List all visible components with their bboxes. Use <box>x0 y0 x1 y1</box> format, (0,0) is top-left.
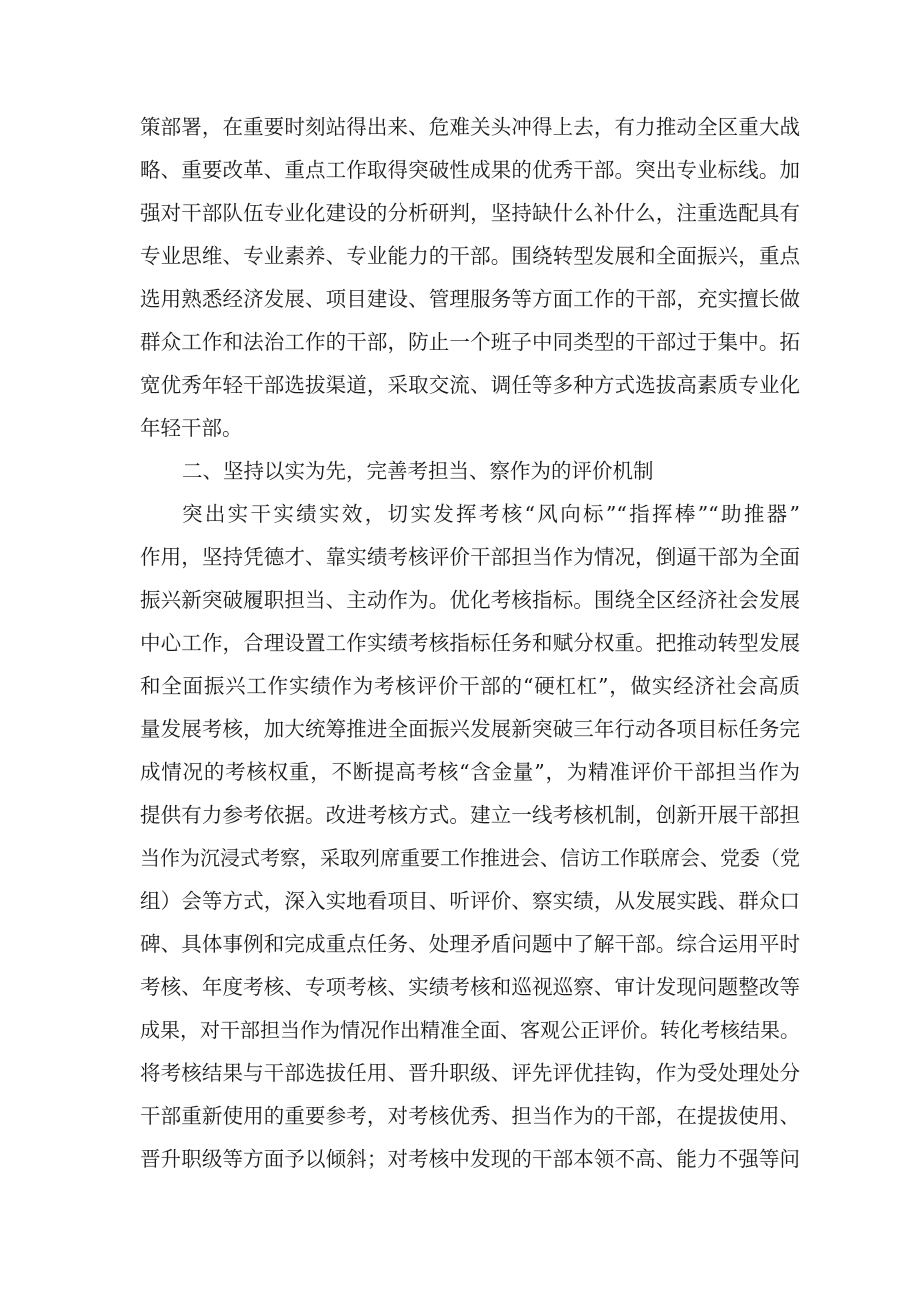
paragraph-line: 组）会等方式，深入实地看项目、听评价、察实绩，从发展实践、群众口 <box>140 889 800 913</box>
paragraph-line: 略、重要改革、重点工作取得突破性成果的优秀干部。突出专业标线。加 <box>140 158 800 182</box>
paragraph-line: 晋升职级等方面予以倾斜；对考核中发现的干部本领不高、能力不强等问 <box>140 1147 800 1171</box>
paragraph-line: 年轻干部。 <box>140 416 243 440</box>
paragraph-line: 将考核结果与干部选拔任用、晋升职级、评先评优挂钩，作为受处理处分 <box>140 1061 800 1085</box>
paragraph-line: 碑、具体事例和完成重点任务、处理矛盾问题中了解干部。综合运用平时 <box>140 932 800 956</box>
paragraph-line: 考核、年度考核、专项考核、实绩考核和巡视巡察、审计发现问题整改等 <box>140 975 800 999</box>
paragraph-line: 作用，坚持凭德才、靠实绩考核评价干部担当作为情况，倒逼干部为全面 <box>140 545 800 569</box>
paragraph-line: 量发展考核，加大统筹推进全面振兴发展新突破三年行动各项目标任务完 <box>140 717 800 741</box>
paragraph-line: 中心工作，合理设置工作实绩考核指标任务和赋分权重。把推动转型发展 <box>140 631 800 655</box>
paragraph-line: 干部重新使用的重要参考，对考核优秀、担当作为的干部，在提拔使用、 <box>140 1104 800 1128</box>
paragraph-line: 突出实干实绩实效，切实发挥考核“风向标”“指挥棒”“助推器” <box>182 502 800 526</box>
paragraph-line: 提供有力参考依据。改进考核方式。建立一线考核机制，创新开展干部担 <box>140 803 800 827</box>
paragraph-line: 成情况的考核权重，不断提高考核“含金量”，为精准评价干部担当作为 <box>140 760 800 784</box>
paragraph-line: 选用熟悉经济发展、项目建设、管理服务等方面工作的干部，充实擅长做 <box>140 287 800 311</box>
paragraph-line: 群众工作和法治工作的干部，防止一个班子中同类型的干部过于集中。拓 <box>140 330 800 354</box>
paragraph-line: 专业思维、专业素养、专业能力的干部。围绕转型发展和全面振兴，重点 <box>140 244 800 268</box>
section-heading: 二、坚持以实为先，完善考担当、察作为的评价机制 <box>182 459 654 483</box>
paragraph-line: 振兴新突破履职担当、主动作为。优化考核指标。围绕全区经济社会发展 <box>140 588 800 612</box>
paragraph-line: 成果，对干部担当作为情况作出精准全面、客观公正评价。转化考核结果。 <box>140 1018 800 1042</box>
paragraph-line: 和全面振兴工作实绩作为考核评价干部的“硬杠杠”，做实经济社会高质 <box>140 674 800 698</box>
paragraph-line: 强对干部队伍专业化建设的分析研判，坚持缺什么补什么，注重选配具有 <box>140 201 800 225</box>
paragraph-line: 策部署，在重要时刻站得出来、危难关头冲得上去，有力推动全区重大战 <box>140 115 800 139</box>
paragraph-line: 当作为沉浸式考察，采取列席重要工作推进会、信访工作联席会、党委（党 <box>140 846 800 870</box>
paragraph-line: 宽优秀年轻干部选拔渠道，采取交流、调任等多种方式选拔高素质专业化 <box>140 373 800 397</box>
